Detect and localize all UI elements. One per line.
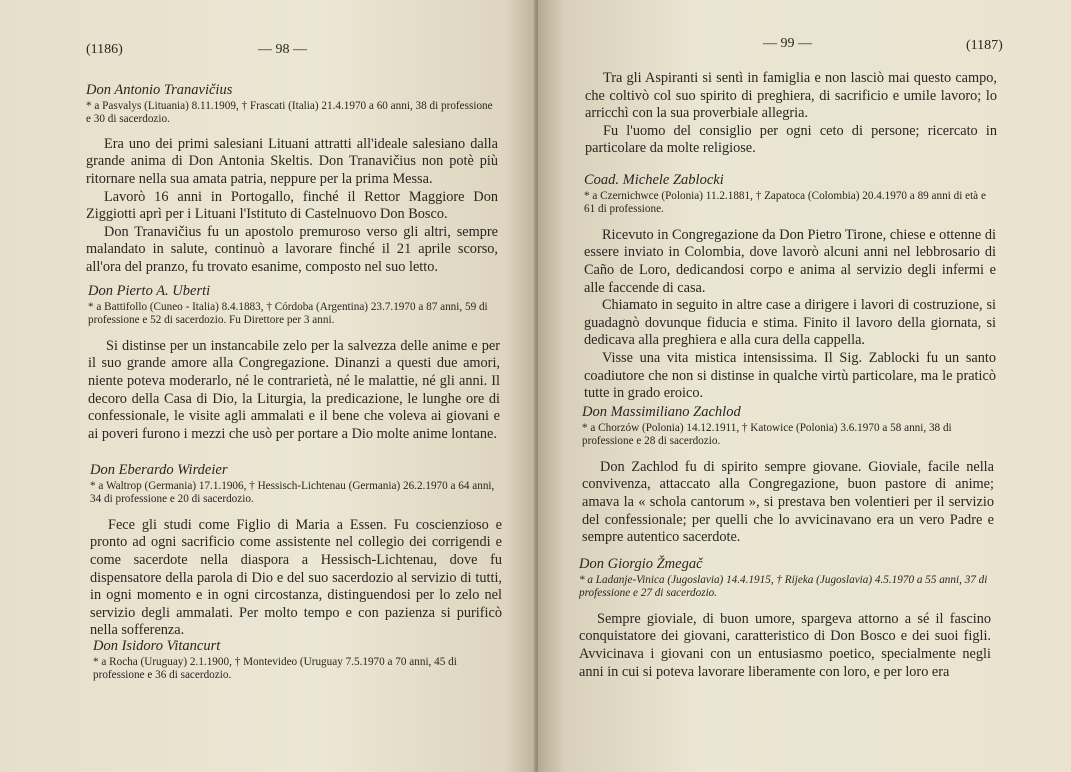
- entry-name: Don Antonio Tranavičius: [86, 82, 233, 98]
- entry-name: Don Massimiliano Zachlod: [582, 404, 741, 420]
- page-code-left: (1186): [86, 42, 123, 57]
- obituary-entry: [93, 638, 505, 683]
- entry-body: [579, 611, 991, 681]
- paragraph: Don Zachlod fu di spirito sempre giovane. Gioviale, facile nella convivenza, attaccato alla Congregazione, buon pastore di anime; amava la « schola cantorum », si prestava ben volentieri per il servizio del confessionale; per quelli che lo avvicinavano era un vero Padre e sempre autentico sacerdote.: [582, 458, 994, 546]
- entry-meta: * a Czernichwce (Polonia) 11.2.1881, † Zapatoca (Colombia) 20.4.1970 a 89 anni di età e 61 di professione.: [584, 190, 986, 216]
- paragraph: Lavorò 16 anni in Portogallo, finché il Rettor Maggiore Don Ziggiotti aprì per i Lituani l'Istituto di Castelnuovo Don Bosco.: [86, 188, 498, 223]
- obituary-entry: [90, 462, 502, 640]
- entry-body: [90, 517, 502, 640]
- entry-meta: * a Chorzów (Polonia) 14.12.1911, † Katowice (Polonia) 3.6.1970 a 58 anni, 38 di professione e 28 di sacerdozio.: [582, 422, 952, 448]
- paragraph: Tra gli Aspiranti si sentì in famiglia e non lasciò mai questo campo, che coltivò col suo spirito di preghiera, di sacrificio e umile lavoro; lo arricchì con la sua proverbiale allegria.: [585, 70, 997, 122]
- paragraph: Fu l'uomo del consiglio per ogni ceto di persone; ricercato in particolare da molte religiose.: [585, 122, 997, 157]
- entry-body: [88, 338, 500, 444]
- entry-meta: * a Battifollo (Cuneo - Italia) 8.4.1883, † Córdoba (Argentina) 23.7.1970 a 87 anni, 59 di professione e 52 di sacerdozio. Fu Direttore per 3 anni.: [88, 301, 488, 327]
- entry-meta: * a Waltrop (Germania) 17.1.1906, † Hessisch-Lichtenau (Germania) 26.2.1970 a 64 anni, 34 di professione e 20 di sacerdozio.: [90, 480, 495, 506]
- page-code-right: (1187): [966, 38, 1003, 53]
- entry-body: [584, 227, 996, 403]
- entry-name: Coad. Michele Zablocki: [584, 172, 724, 188]
- entry-name: Don Giorgio Žmegač: [579, 556, 703, 572]
- entry-meta: * a Ladanje-Vinica (Jugoslavia) 14.4.1915, † Rijeka (Jugoslavia) 4.5.1970 a 55 anni, 37 di professione e 27 di sacerdozio.: [579, 574, 988, 600]
- obituary-entry: [86, 82, 498, 277]
- obituary-entry: [88, 283, 500, 443]
- entry-name: Don Eberardo Wirdeier: [90, 462, 228, 478]
- entry-body: [582, 459, 994, 547]
- entry-body: [86, 136, 498, 277]
- paragraph: Chiamato in seguito in altre case a dirigere i lavori di costruzione, si guadagnò dovunque fiducia e stima. Finito il lavoro della giornata, si dedicava alla preghiera e alla cura della cappella.: [584, 297, 996, 349]
- entry-meta: * a Pasvalys (Lituania) 8.11.1909, † Frascati (Italia) 21.4.1970 a 60 anni, 38 di professione e 30 di sacerdozio.: [86, 100, 493, 126]
- right-page: [538, 0, 1071, 772]
- paragraph: Sempre gioviale, di buon umore, spargeva attorno a sé il fascino conquistatore dei giovani, caratteristico di Don Bosco e dei suoi figli. Avvicinava i giovani con un entusiasmo poetico, specialmente negli anni in cui si poteva lavorare liberamente con loro, e per loro era: [579, 610, 991, 680]
- paragraph: Ricevuto in Congregazione da Don Pietro Tirone, chiese e ottenne di essere inviato in Colombia, dove lavorò alcuni anni nel lebbrosario di Caño de Loro, dedicandosi corpo e anima al servizio degli infermi e alle faccende di casa.: [584, 226, 996, 296]
- obituary-entry: [582, 404, 994, 547]
- page-number-right: — 99 —: [763, 36, 812, 51]
- entry-name: Don Pierto A. Uberti: [88, 283, 211, 299]
- entry-name: Don Isidoro Vitancurt: [93, 638, 221, 654]
- paragraph: Si distinse per un instancabile zelo per la salvezza delle anime e per il suo grande amore alla Congregazione. Dinanzi a questi due amori, niente poteva moderarlo, né le contrarietà, né le malattie, né gli anni. Il decoro della Casa di Dio, la Liturgia, la predicazione, le lunghe ore di confessionale, le visite agli ammalati e il bene che voleva ai giovani e ai poveri furono i mezzi che usò per portare a Dio molte anime lontane.: [88, 337, 500, 442]
- paragraph: Don Tranavičius fu un apostolo premuroso verso gli altri, sempre malandato in salute, continuò a lavorare finché il 21 aprile scorso, all'ora del pranzo, fu trovato esanime, composto nel suo letto.: [86, 223, 498, 275]
- continuation-text: [585, 70, 997, 158]
- obituary-entry: [584, 172, 996, 403]
- page-number-left: — 98 —: [258, 42, 307, 57]
- obituary-entry: [579, 556, 991, 681]
- paragraph: Visse una vita mistica intensissima. Il Sig. Zablocki fu un santo coadiutore che non si distinse in qualche virtù particolare, ma le praticò tutte in grado eroico.: [584, 349, 996, 402]
- paragraph: Fece gli studi come Figlio di Maria a Essen. Fu coscienzioso e pronto ad ogni sacrificio come assistente nel collegio dei corrigendi e come sacerdote nella diaspora a Hessisch-Lichtenau, dove fu dispensatore della parola di Dio e del suo sacerdozio al servizio di tutti, in ogni momento e in ogni circostanza, distinguendosi per lo zelo nel servizio degli ammalati. Per molto tempo e con pazienza si purificò nella sofferenza.: [90, 516, 502, 639]
- paragraph: Era uno dei primi salesiani Lituani attratti all'ideale salesiano dalla grande anima di Don Antonia Skeltis. Don Tranavičius non potè più ritornare nella sua amata patria, neppure per la prima Messa.: [86, 135, 498, 187]
- entry-meta: * a Rocha (Uruguay) 2.1.1900, † Montevideo (Uruguay 7.5.1970 a 70 anni, 45 di professione e 36 di sacerdozio.: [93, 656, 457, 682]
